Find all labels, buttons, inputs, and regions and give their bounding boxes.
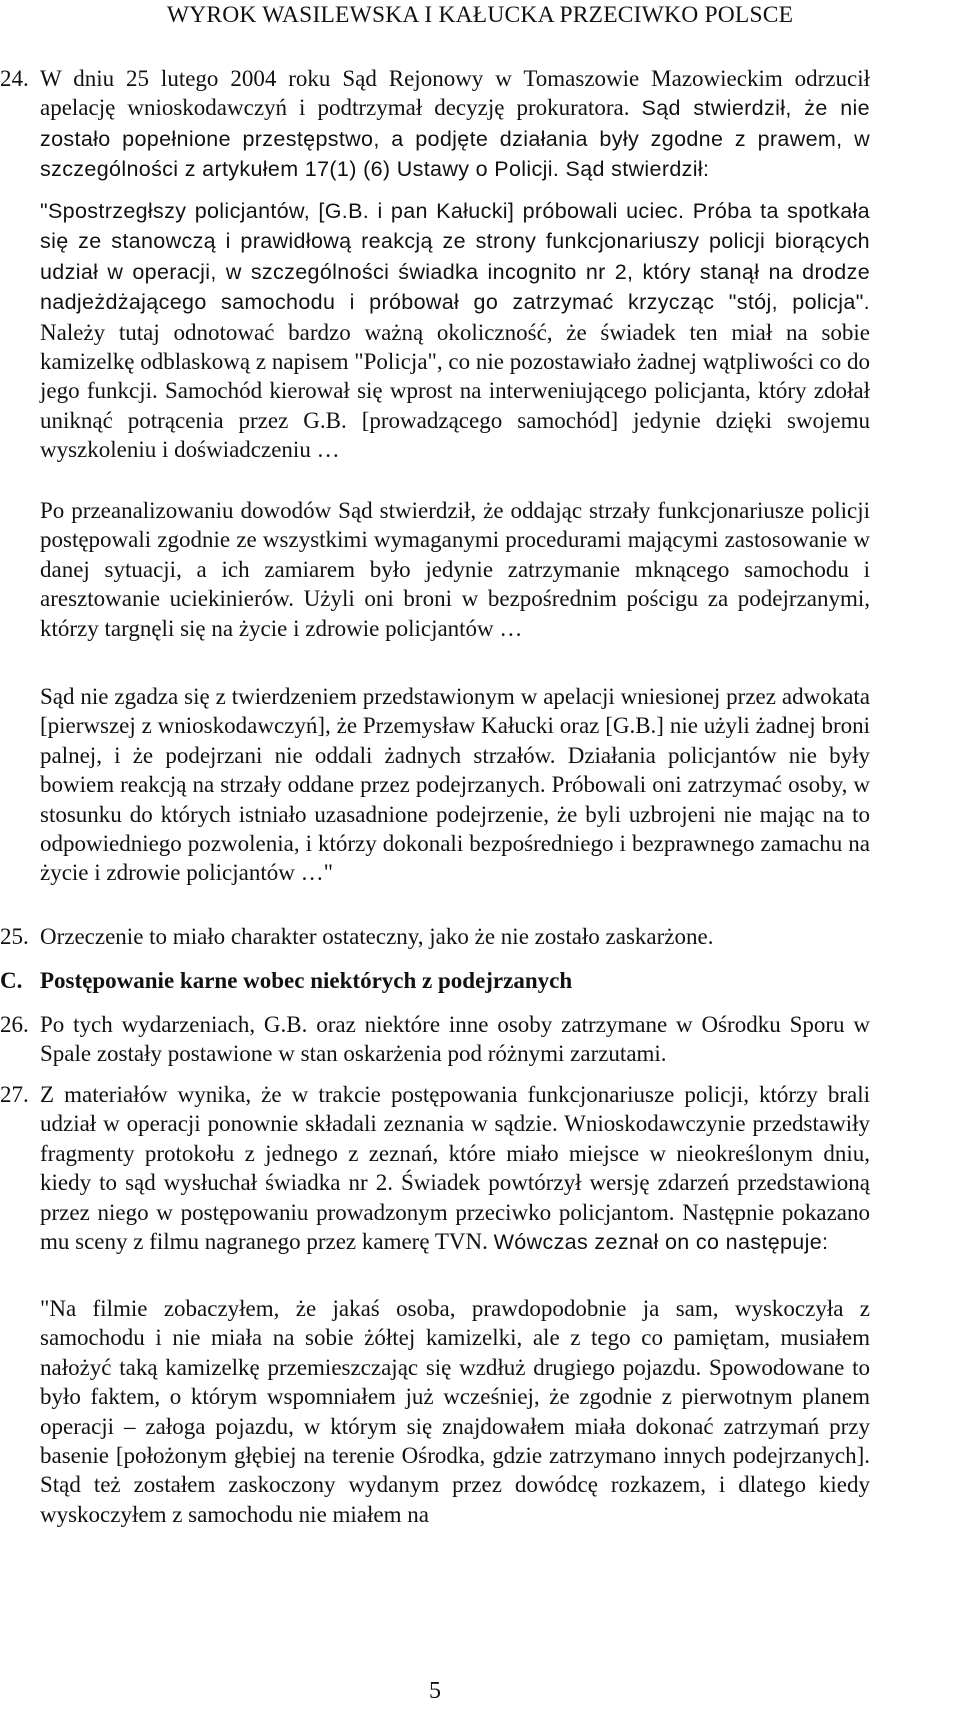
section-letter-c: C. <box>0 968 23 993</box>
running-header: WYROK WASILEWSKA I KAŁUCKA PRZECIWKO POLSCE <box>166 2 794 28</box>
paragraph-27-lead: Z materiałów wynika, że w trakcie postępowania funkcjonariusze policji, którzy brali udział w operacji ponownie składali zeznania w sądzie. Wnioskodawczynie przedstawiły fragmenty protokołu z jednego z zeznań, które miało miejsce w nieokreślonym dniu, kiedy to sąd wysłuchał świadka nr 2. Świadek powtórzył wersję zdarzeń przedstawioną przez niego w postępowaniu prowadzonym przeciwko policjantom. Następnie pokazano mu sceny z filmu nagranego przez kamerę TVN. <box>40 1082 870 1255</box>
quote-24-part-3: Sąd nie zgadza się z twierdzeniem przedstawionym w apelacji wniesionej przez adwokata [pierwszej z wnioskodawczyń], że Przemysław Kałucki oraz [G.B.] nie użyli żadnej broni palnej, i że podejrzani nie oddali żadnych strzałów. Działania policjantów nie były bowiem reakcją na strzały oddane przez podejrzanych. Próbowali oni zatrzymać osoby, w stosunku do których istniało uzasadnione podejrzenie, że byli uzbrojeni nie mając na to odpowiedniego pozwolenia, i którzy dokonali bezpośredniego i bezprawnego zamachu na życie i zdrowie policjantów …" <box>40 684 870 886</box>
paragraph-number-25: 25. <box>0 924 29 949</box>
quote-24-serif-text: Należy tutaj odnotować bardzo ważną okoliczność, że świadek ten miał na sobie kamizelkę odblaskową z napisem "Policja", co nie pozostawiało żadnej wątpliwości co do jego funkcji. Samochód kierował się wprost na interweniującego policjanta, który zdołał uniknąć potrącenia przez G.B. [prowadzącego samochód] jedynie dzięki swojemu wyszkoleniu i doświadczeniu … <box>40 319 870 463</box>
quote-24-part-1 <box>40 196 870 465</box>
paragraph-27-intro: Wówczas zeznał on co następuje: <box>493 1230 829 1255</box>
page-number: 5 <box>429 1678 441 1704</box>
paragraph-24-court-statement: Sąd stwierdził, że nie zostało popełnione przestępstwo, a podjęte działania były zgodne z prawem, w szczególności z artykułem 17(1) (6) Ustawy o Policji. Sąd stwierdził: <box>40 96 870 182</box>
quote-24-part-2: Po przeanalizowaniu dowodów Sąd stwierdził, że oddając strzały funkcjonariusze policji postępowali zgodnie ze wszystkimi wymaganymi procedurami mającymi zastosowanie w danej sytuacji, a ich zamiarem było jedynie zatrzymanie mknącego samochodu i aresztowanie uciekinierów. Użyli oni broni w bezpośrednim pościgu za podejrzanymi, którzy targnęli się na życie i zdrowie policjantów … <box>40 498 870 641</box>
paragraph-number-24: 24. <box>0 66 29 91</box>
paragraph-25: Orzeczenie to miało charakter ostateczny, jako że nie zostało zaskarżone. <box>40 924 714 949</box>
paragraph-26: Po tych wydarzeniach, G.B. oraz niektóre inne osoby zatrzymane w Ośrodku Sporu w Spale zostały postawione w stan oskarżenia pod różnymi zarzutami. <box>40 1012 870 1067</box>
paragraph-27 <box>40 1080 870 1257</box>
paragraph-number-26: 26. <box>0 1012 29 1037</box>
quote-27: "Na filmie zobaczyłem, że jakaś osoba, prawdopodobnie ja sam, wyskoczyła z samochodu i nie miała na sobie żółtej kamizelki, ale z tego co pamiętam, musiałem nałożyć taką kamizelkę przemieszczając się wzdłuż drugiego pojazdu. Spowodowane to było faktem, o którym wspomniałem już wcześniej, że zgodnie z pierwotnym planem operacji – załoga pojazdu, w którym się znajdowałem miała dokonać zatrzymań przy basenie [położonym głębiej na terenie Ośrodka, gdzie zatrzymano innych podejrzanych]. Stąd też zostałem zaskoczony wydanym przez dowódcę rozkazem, i dlatego kiedy wyskoczyłem z samochodu nie miałem na <box>40 1296 870 1527</box>
section-heading-c: Postępowanie karne wobec niektórych z podejrzanych <box>40 968 573 993</box>
paragraph-number-27: 27. <box>0 1082 29 1107</box>
paragraph-24-lead: W dniu 25 lutego 2004 roku Sąd Rejonowy w Tomaszowie Mazowieckim odrzucił apelację wnioskodawczyń i podtrzymał decyzję prokuratora. <box>40 66 870 121</box>
paragraph-24 <box>40 64 870 185</box>
quote-24-sans-text: "Spostrzegłszy policjantów, [G.B. i pan Kałucki] próbowali uciec. Próba ta spotkała się ze stanowczą i prawidłową reakcją ze strony funkcjonariuszy policji biorących udział w operacji, w szczególności świadka incognito nr 2, który stanął na drodze nadjeżdżającego samochodu i próbował go zatrzymać krzycząc "stój, policja". <box>40 199 870 315</box>
